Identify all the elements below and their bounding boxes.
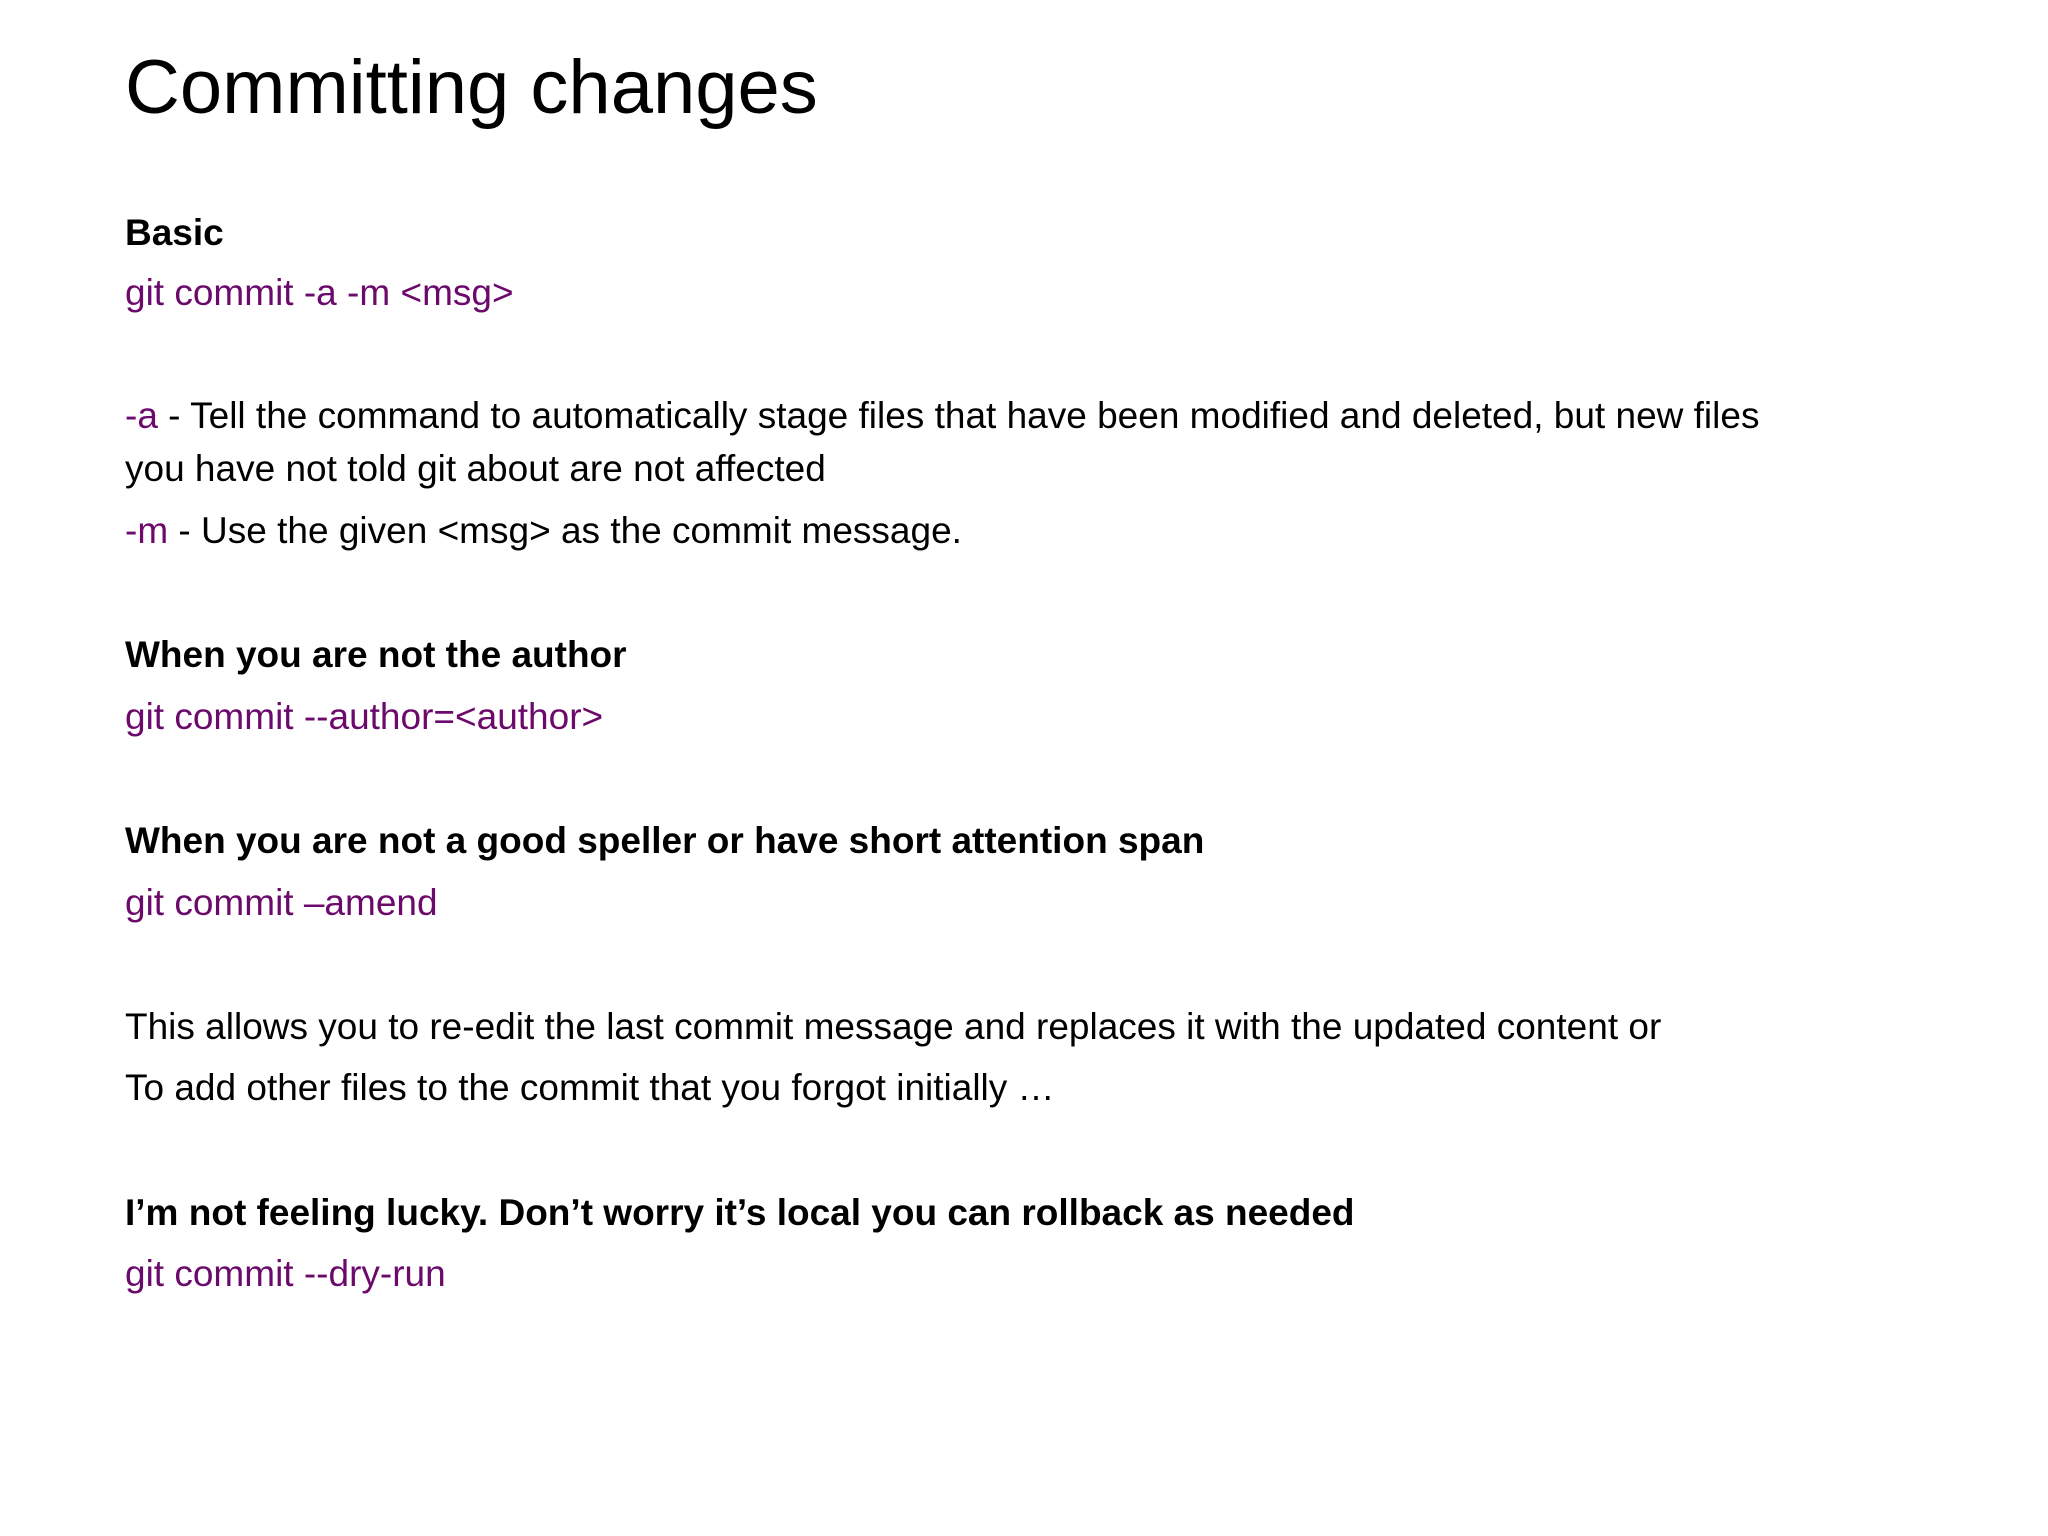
option-m-flag: -m	[125, 510, 169, 551]
option-a-line	[125, 391, 1759, 441]
amend-command: git commit –amend	[125, 882, 438, 923]
amend-heading: When you are not a good speller or have short attention span	[125, 820, 1205, 861]
slide-title: Committing changes	[125, 45, 818, 130]
option-m-line	[125, 506, 962, 556]
author-command: git commit --author=<author>	[125, 696, 604, 737]
amend-description-line1: This allows you to re-edit the last commit message and replaces it with the updated content or	[125, 1006, 1662, 1047]
option-a-description-continued: you have not told git about are not affected	[125, 448, 826, 489]
dry-run-heading: I’m not feeling lucky. Don’t worry it’s local you can rollback as needed	[125, 1192, 1355, 1233]
amend-description-line2: To add other files to the commit that you forgot initially …	[125, 1067, 1055, 1108]
option-a-flag: -a	[125, 395, 158, 436]
dry-run-command: git commit --dry-run	[125, 1253, 446, 1294]
option-a-description: - Tell the command to automatically stage files that have been modified and deleted, but new files	[157, 395, 1760, 436]
option-m-description: - Use the given <msg> as the commit message.	[168, 510, 962, 551]
basic-heading: Basic	[125, 212, 224, 253]
author-heading: When you are not the author	[125, 634, 627, 675]
basic-command: git commit -a -m <msg>	[125, 272, 514, 313]
